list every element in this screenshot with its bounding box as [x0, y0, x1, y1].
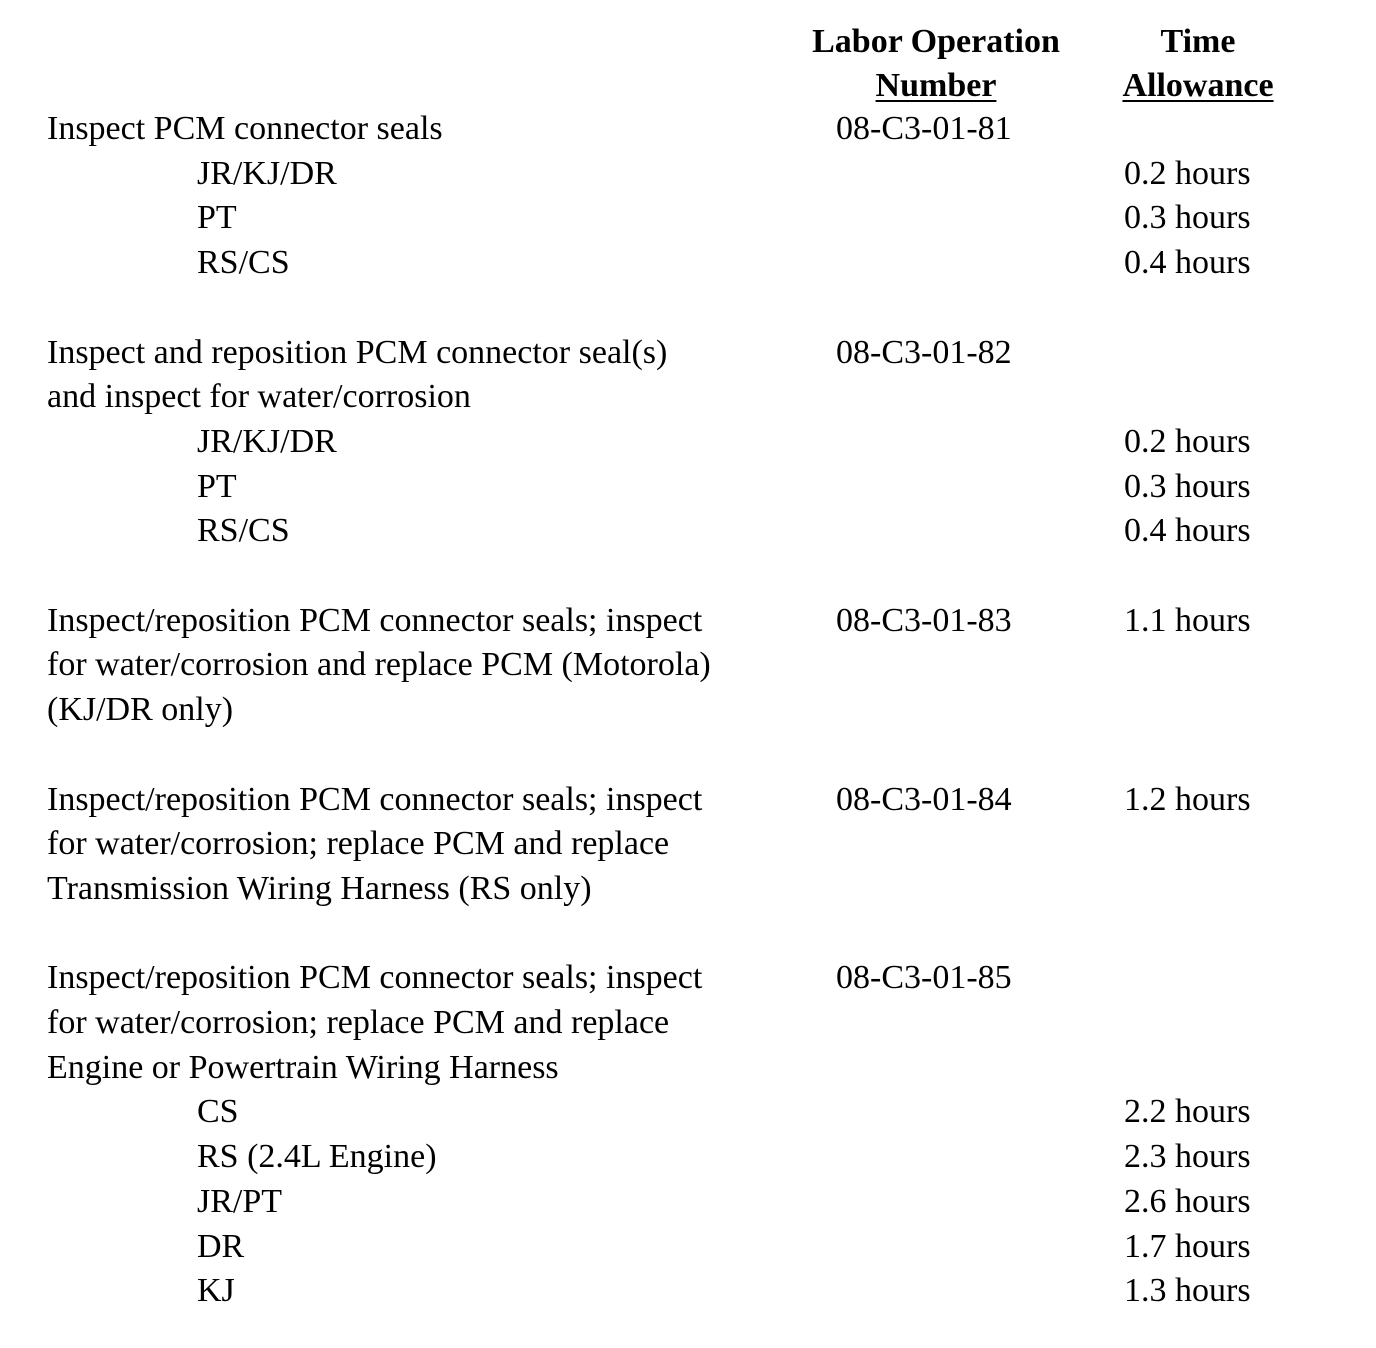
vehicle-model-label: JR/KJ/DR: [197, 154, 337, 192]
labor-operation-number: 08-C3-01-81: [836, 110, 1012, 147]
time-allowance-value: 2.6 hours: [1124, 1182, 1251, 1220]
time-allowance-value: 2.2 hours: [1124, 1093, 1251, 1131]
operation-description: (KJ/DR only): [47, 691, 234, 729]
table-row: [0, 822, 1376, 867]
vehicle-model-label: JR/PT: [197, 1182, 283, 1220]
table-row: [0, 1269, 1376, 1314]
operation-description: for water/corrosion and replace PCM (Motorola): [47, 646, 711, 684]
table-row: [0, 688, 1376, 733]
table-row: [0, 778, 1376, 823]
time-allowance-value: 0.4 hours: [1124, 512, 1251, 550]
table-row: [0, 554, 1376, 599]
vehicle-model-label: PT: [197, 467, 237, 505]
operation-description: and inspect for water/corrosion: [47, 378, 471, 416]
vehicle-model-label: DR: [197, 1227, 245, 1265]
time-allowance-value: 0.3 hours: [1124, 199, 1251, 237]
vehicle-model-label: JR/KJ/DR: [197, 422, 337, 460]
labor-header-line1: Labor Operation: [812, 23, 1060, 60]
labor-operation-number: 08-C3-01-84: [836, 780, 1012, 818]
table-row: [0, 912, 1376, 957]
vehicle-model-label: RS/CS: [197, 512, 290, 550]
time-allowance-header: [1086, 20, 1310, 108]
table-row: [0, 1090, 1376, 1135]
time-allowance-value: 0.4 hours: [1124, 244, 1251, 282]
vehicle-model-label: RS (2.4L Engine): [197, 1138, 437, 1176]
operation-description: for water/corrosion; replace PCM and replace: [47, 1004, 670, 1041]
labor-operation-number-header: [776, 20, 1096, 108]
time-allowance-value: 0.2 hours: [1124, 154, 1251, 192]
operation-description: Inspect/reposition PCM connector seals; inspect: [47, 601, 703, 639]
time-allowance-value: 1.2 hours: [1124, 780, 1251, 818]
table-row: [0, 509, 1376, 554]
time-header-line1: Time: [1160, 23, 1236, 60]
table-row: [0, 286, 1376, 331]
labor-operation-number: 08-C3-01-85: [836, 959, 1012, 997]
table-row: [0, 375, 1376, 420]
time-allowance-value: 0.3 hours: [1124, 467, 1251, 505]
table-row: [0, 241, 1376, 286]
table-row: [0, 465, 1376, 510]
table-row: [0, 599, 1376, 644]
vehicle-model-label: KJ: [197, 1272, 235, 1310]
labor-operation-number: 08-C3-01-83: [836, 601, 1012, 639]
table-row: [0, 1225, 1376, 1270]
table-row: [0, 1046, 1376, 1091]
table-row: [0, 196, 1376, 241]
time-allowance-value: 2.3 hours: [1124, 1138, 1251, 1176]
time-allowance-value: 1.3 hours: [1124, 1272, 1251, 1310]
table-row: [0, 107, 1376, 152]
operation-description: Inspect/reposition PCM connector seals; inspect: [47, 959, 703, 997]
vehicle-model-label: RS/CS: [197, 244, 290, 282]
operation-description: Transmission Wiring Harness (RS only): [47, 869, 592, 907]
table-row: [0, 331, 1376, 376]
operation-description: Inspect and reposition PCM connector seal(s): [47, 333, 668, 371]
operation-description: for water/corrosion; replace PCM and replace: [47, 825, 670, 863]
time-allowance-value: 1.7 hours: [1124, 1227, 1251, 1265]
table-row: [0, 643, 1376, 688]
table-row: [0, 1180, 1376, 1225]
table-row: [0, 956, 1376, 1001]
labor-operation-number: 08-C3-01-82: [836, 333, 1012, 371]
table-row: [0, 152, 1376, 197]
time-header-line2: Allowance: [1122, 67, 1274, 104]
operation-description: Inspect/reposition PCM connector seals; inspect: [47, 780, 703, 818]
time-allowance-value: 0.2 hours: [1124, 422, 1251, 460]
table-row: [0, 420, 1376, 465]
labor-header-line2: Number: [875, 67, 997, 104]
table-row: [0, 867, 1376, 912]
vehicle-model-label: CS: [197, 1093, 239, 1131]
vehicle-model-label: PT: [197, 199, 237, 237]
table-row: [0, 1135, 1376, 1180]
operation-description: Engine or Powertrain Wiring Harness: [47, 1048, 559, 1086]
table-row: [0, 733, 1376, 778]
operation-description: Inspect PCM connector seals: [47, 110, 443, 147]
time-allowance-value: 1.1 hours: [1124, 601, 1251, 639]
table-row: [0, 1001, 1376, 1046]
